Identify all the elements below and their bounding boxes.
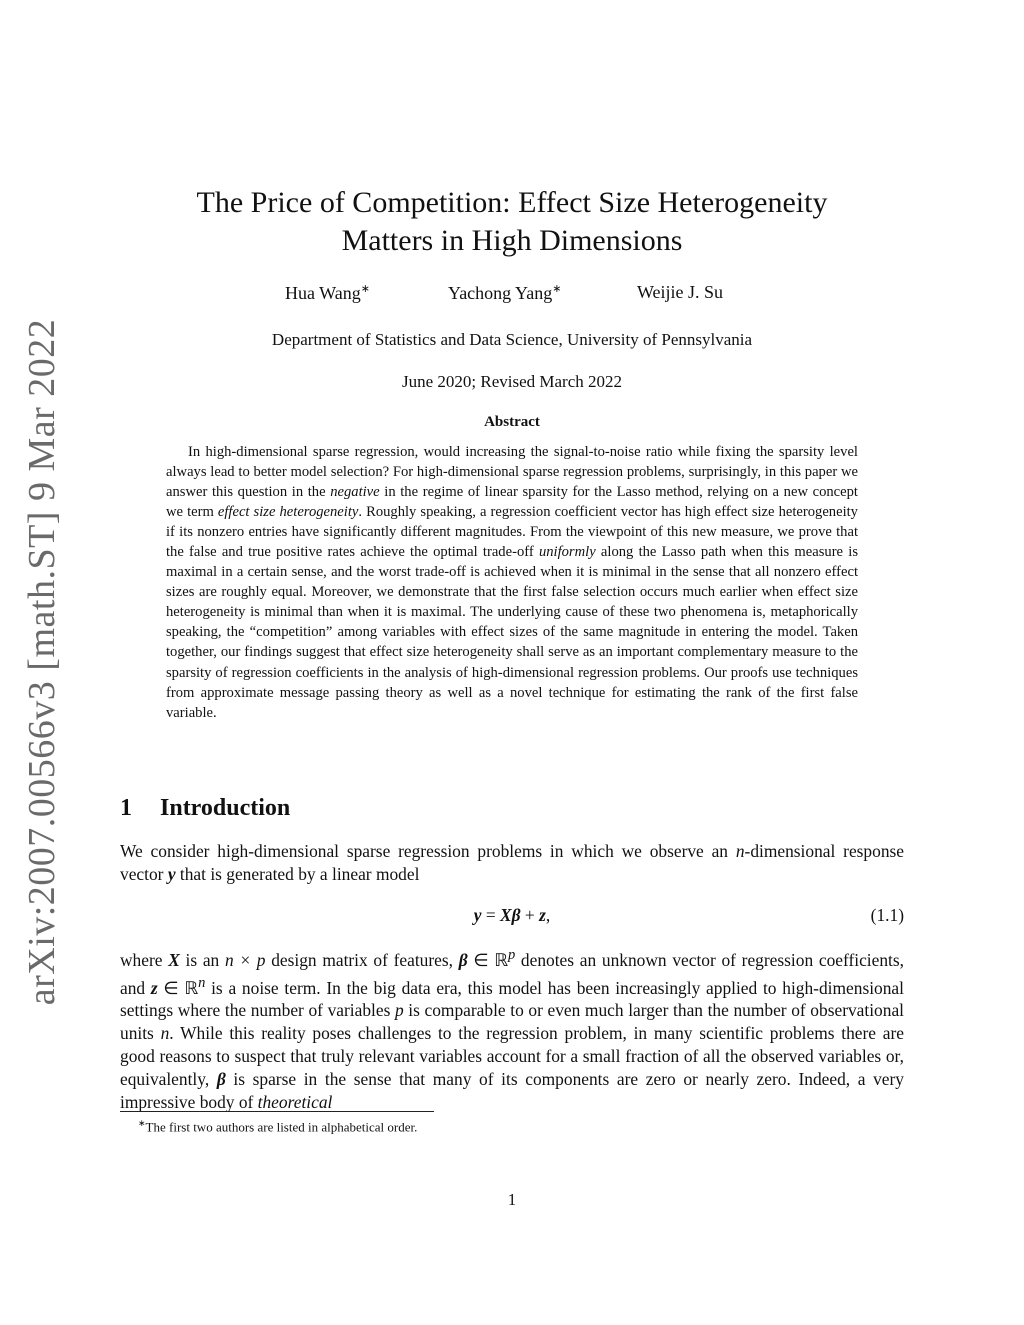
p2-text-h: is comparable to or even much larger than the number of observational units [120,1000,904,1044]
intro-paragraph-2 [120,944,904,1114]
abstract-text-2: in the regime of linear sparsity for the Lasso method, relying on a new concept we term [166,484,858,521]
author-2-name: Yachong Yang [448,283,553,303]
footnote-text: The first two authors are listed in alphabetical order. [145,1119,418,1135]
equation-number: (1.1) [870,905,904,925]
equation-body [120,905,904,926]
footnote-rule [120,1111,434,1112]
author-2-mark: ∗ [552,283,562,295]
eq-symbol-y: y [473,905,482,925]
p2-text-f: ∈ ℝ [157,977,199,998]
intro-paragraph-1 [120,840,904,886]
p2-text-b: is an [179,949,225,970]
p2-superscript-n: n [198,974,206,991]
p2-text-e: denotes an unknown vector of regression coefficients, and [120,949,904,998]
eq-equals: = [481,905,501,925]
equation-1-1 [120,905,904,929]
footnote [138,1118,417,1135]
eq-comma: , [545,905,551,925]
author-2 [448,282,561,304]
p1-text-a: We consider high-dimensional sparse regression problems in which we observe an [120,841,736,861]
p1-text-b: -dimensional response vector [120,841,904,884]
abstract-text-4: along the Lasso path when this measure is maximal in a certain sense, and the worst trade-off is achieved when it is minimal in the sense that all nonzero effect sizes are roughly equal. Moreover, we demonstrate that the first false selection occurs much earlier when effect size heterogeneity is minimal than when it is maximal. The underlying cause of these two phenomena is, metaphorically speaking, the “competition” among variables with effect sizes of the same magnitude in entering the model. Taken together, our findings suggest that effect size heterogeneity shall serve as an important complementary measure to the sparsity of regression coefficients in the analysis of high-dimensional regression problems. Our proofs use techniques from approximate message passing theory as well as a novel technique for estimating the rank of the first false variable. [166,544,858,721]
abstract-emphasis-negative: negative [330,484,380,501]
eq-plus: + [520,905,540,925]
author-1 [285,282,370,304]
author-1-name: Hua Wang [285,283,361,303]
author-list [0,282,1024,306]
p1-symbol-n: n [735,841,745,861]
eq-symbol-z: z [539,905,546,925]
abstract-emphasis-uniformly: uniformly [538,544,596,561]
paper-title [120,184,904,260]
eq-symbol-x-beta: Xβ [500,905,521,925]
p2-emphasis-theoretical: theoretical [257,1092,333,1113]
author-3 [637,282,723,303]
title-line-1: The Price of Competition: Effect Size Heterogeneity [196,186,828,219]
abstract-text-3: . Roughly speaking, a regression coefficient vector has high effect size heterogeneity if its nonzero entries have significantly different magnitudes. From the viewpoint of this new measure, we prove that the false and true positive rates achieve the optimal trade-off [166,504,858,561]
title-line-2: Matters in High Dimensions [341,224,683,257]
p2-symbol-n: n [160,1023,170,1044]
date-line: June 2020; Revised March 2022 [401,372,623,391]
p2-superscript-p: p [507,947,516,963]
p1-text-c: that is generated by a linear model [175,863,420,884]
abstract-text-1: In high-dimensional sparse regression, would increasing the signal-to-noise ratio while fixing the sparsity level always lead to better model selection? For high-dimensional sparse regression problems, surprisingly, in this paper we answer this question in the [166,444,858,501]
section-heading [120,795,290,822]
author-3-name: Weijie J. Su [637,282,724,302]
p2-text-c: design matrix of features, [265,949,459,970]
arxiv-identifier: arXiv:2007.00566v3 [math.ST] 9 Mar 2022 [21,318,63,1006]
p2-symbol-n-times-p: n × p [224,949,266,970]
section-title: Introduction [160,795,291,821]
p2-symbol-z: z [150,977,158,998]
p2-text-j: is sparse in the sense that many of its components are zero or nearly zero. Indeed, a very impressive body of [120,1069,905,1113]
p2-symbol-x: X [168,949,180,970]
affiliation: Department of Statistics and Data Science, University of Pennsylvania [271,330,753,349]
p2-symbol-p: p [394,1000,404,1021]
abstract-body [166,442,858,723]
p2-text-a: where [120,949,169,970]
page-number: 1 [507,1190,517,1209]
p2-text-d: ∈ ℝ [467,949,508,970]
abstract-heading: Abstract [484,414,540,430]
p2-text-g: is a noise term. In the big data era, this model has been increasingly applied to high-dimensional settings where the number of variables [120,977,904,1021]
p2-symbol-beta: β [458,949,468,970]
p1-symbol-y: y [167,863,176,884]
abstract-emphasis-term: effect size heterogeneity [217,504,359,521]
section-number: 1 [120,795,132,821]
author-1-mark: ∗ [360,283,370,295]
p2-symbol-beta-2: β [216,1069,226,1090]
p2-text-i: . While this reality poses challenges to the regression problem, in many scientific problems there are good reasons to suspect that truly relevant variables account for a small fraction of all the observed variables or, equivalently, [120,1023,905,1090]
footnote-mark: ∗ [138,1118,146,1128]
